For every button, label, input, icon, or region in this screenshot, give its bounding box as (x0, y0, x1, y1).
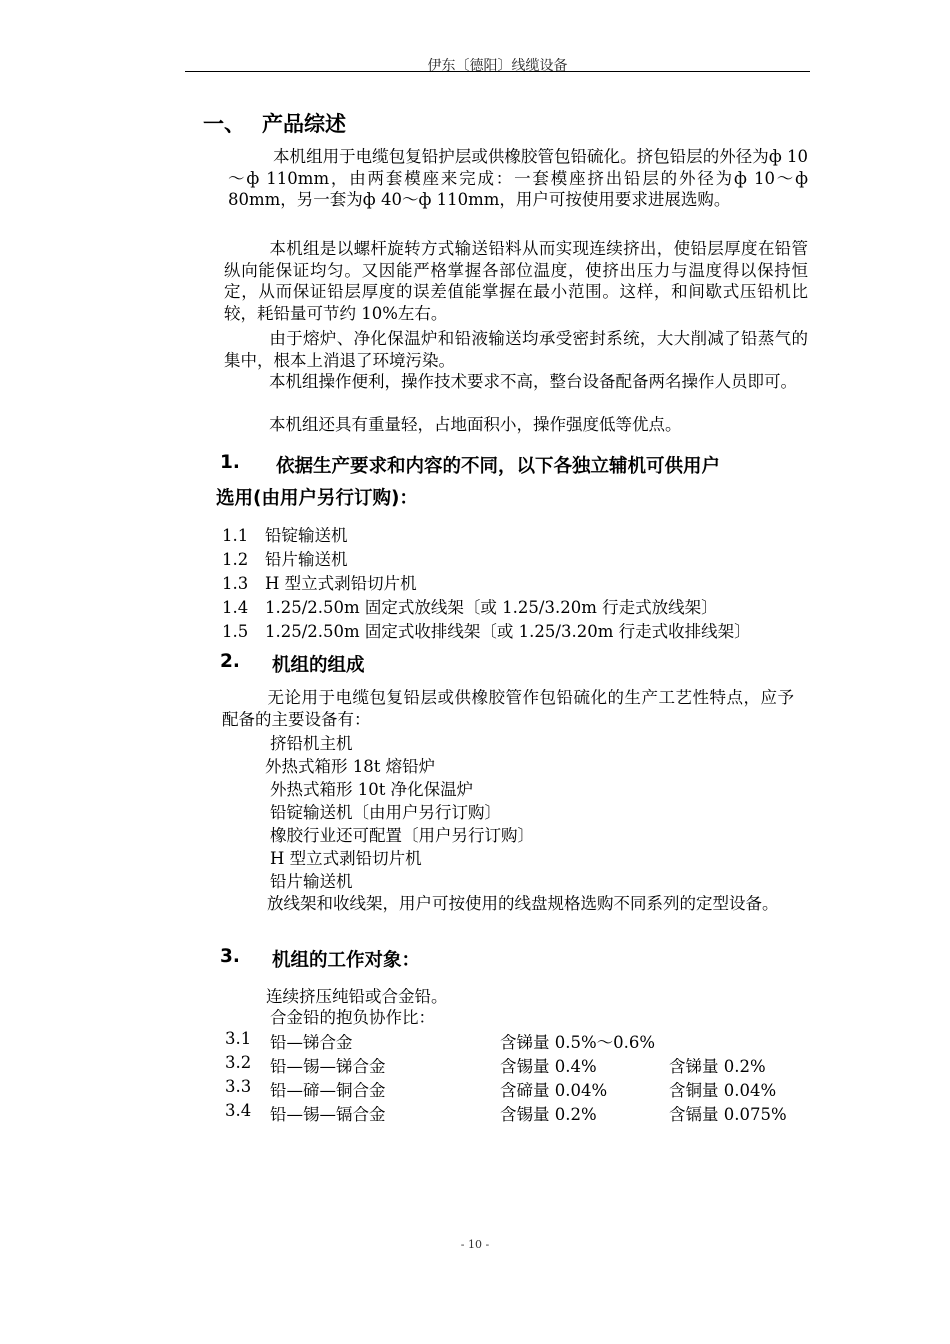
paragraph: 本机组操作便利，操作技术要求不高，整台设备配备两名操作人员即可。 (269, 372, 797, 391)
text-line: 合金铅的抱负协作比： (270, 1008, 435, 1027)
section-title: 产品综述 (262, 112, 346, 136)
subsection-number: 3. (220, 946, 240, 967)
equipment-item: 铅锭输送机〔由用户另行订购〕 (270, 803, 501, 822)
list-item: 1.4 1.25/2.50m 固定式放线架〔或 1.25/3.20m 行走式放线架〕 (222, 598, 718, 617)
text-line: 连续挤压纯铅或合金铅。 (266, 987, 448, 1006)
section-number: 一、 (203, 112, 245, 136)
subsection-title-cont: 选用(由用户另行订购)： (216, 488, 418, 509)
list-item: 1.3 H 型立式剥铅切片机 (222, 574, 417, 593)
equipment-item: 橡胶行业还可配置〔用户另行订购〕 (270, 826, 534, 845)
paragraph: 本机组是以螺杆旋转方式输送铅料从而实现连续挤出，使铅层厚度在铅管纵向能保证均匀。又因能严格掌握各部位温度，使挤出压力与温度得以保持恒定，从而保证铅层厚度的误差值能掌握在最小范围。这样，和间歇式压铅机比较，耗铅量可节约 10%左右。 (224, 239, 808, 323)
paragraph: 由于熔炉、净化保温炉和铅液输送均承受密封系统，大大削减了铅蒸气的集中，根本上消退了环境污染。 (224, 329, 808, 370)
equipment-item: H 型立式剥铅切片机 (270, 849, 422, 868)
equipment-item: 外热式箱形 18t 熔铅炉 (265, 757, 436, 776)
header-rule (185, 71, 810, 72)
list-item: 1.1 铅锭输送机 (222, 526, 348, 545)
paragraph: 本机组用于电缆包复铅护层或供橡胶管包铅硫化。挤包铅层的外径为ф 10～ф 110mm，由两套模座来完成：一套模座挤出铅层的外径为ф 10～ф 80mm，另一套为ф 40～ф 110mm，用户可按使用要求进展选购。 (228, 147, 808, 210)
list-item: 1.2 铅片输送机 (222, 550, 348, 569)
subsection-title: 机组的工作对象： (272, 950, 421, 971)
subsection-number: 2. (220, 651, 240, 672)
equipment-item: 挤铅机主机 (270, 734, 353, 753)
paragraph: 无论用于电缆包复铅层或供橡胶管作包铅硫化的生产工艺性特点，应予配备的主要设备有： (222, 688, 794, 729)
paragraph: 放线架和收线架，用户可按使用的线盘规格选购不同系列的定型设备。 (267, 894, 779, 913)
running-header: 伊东〔德阳〕线缆设备 (427, 58, 568, 74)
equipment-item: 外热式箱形 10t 净化保温炉 (270, 780, 474, 799)
list-item: 1.5 1.25/2.50m 固定式收排线架〔或 1.25/3.20m 行走式收排线架〕 (222, 622, 751, 641)
subsection-title: 机组的组成 (272, 655, 365, 676)
page-number: - 10 - (460, 1238, 490, 1251)
equipment-item: 铅片输送机 (270, 872, 353, 891)
paragraph: 本机组还具有重量轻，占地面积小，操作强度低等优点。 (269, 415, 682, 434)
subsection-title: 依据生产要求和内容的不同，以下各独立辅机可供用户 (276, 456, 721, 477)
subsection-number: 1. (220, 452, 240, 473)
document-page: 伊东〔德阳〕线缆设备 一、 产品综述 本机组用于电缆包复铅护层或供橡胶管包铅硫化。挤包铅层的外径为ф 10～ф 110mm，由两套模座来完成：一套模座挤出铅层的外径为ф 10～ф 80mm，另一套为ф 40～ф 110mm，用户可按使用要求进展选购。 本机组是以螺杆旋转方式输送铅料从而实现连续挤出，使铅层厚度在铅管纵向能保证均匀。又因能严格掌握各部位温度，使挤出压力与温度得以保持恒定，从而保证铅层厚度的误差值能掌握在最小范围。这样，和间歇式压铅机比较，耗铅量可节约 10%左右。 由于熔炉、净化保温炉和铅液输送均承受密封系统，大大削减了铅蒸气的集中，根本上消退了环境污染。 本机组操作便利，操作技术要求不高，整台设备配备两名操作人员即可。 本机组还具有重量轻，占地面积小，操作强度低等优点。 1. 依据生产要求和内容的不同，以下各独立辅机可供用户 选用(由用户另行订购)： 1.1 铅锭输送机 1.2 铅片输送机 1.3 H 型立式剥铅切片机 1.4 1.25/2.50m 固定式放线架〔或 1.25/3.20m 行走式放线架〕 1.5 1.25/2.50m 固定式收排线架〔或 1.25/3.20m 行走式收排线架〕 2. 机组的组成 无论用于电缆包复铅层或供橡胶管作包铅硫化的生产工艺性特点，应予配备的主要设备有： 挤铅机主机 外热式箱形 18t 熔铅炉 外热式箱形 10t 净化保温炉 铅锭输送机〔由用户另行订购〕 橡胶行业还可配置〔用户另行订购〕 H 型立式剥铅切片机 铅片输送机 放线架和收线架，用户可按使用的线盘规格选购不同系列的定型设备。 3. 机组的工作对象： 连续挤压纯铅或合金铅。 合金铅的抱负协作比： 3.1 铅—锑合金 含锑量 0.5%～0.6% 3.2 铅—锡—锑合金 含锡量 0.4% 含锑量 0.2% 3.3 铅—碲—铜合金 含碲量 0.04% 含铜量 0.04% 3.4 铅—锡—镉合金 含锡量 0.2% 含镉量 0.075% - 10 - (0, 0, 950, 1344)
